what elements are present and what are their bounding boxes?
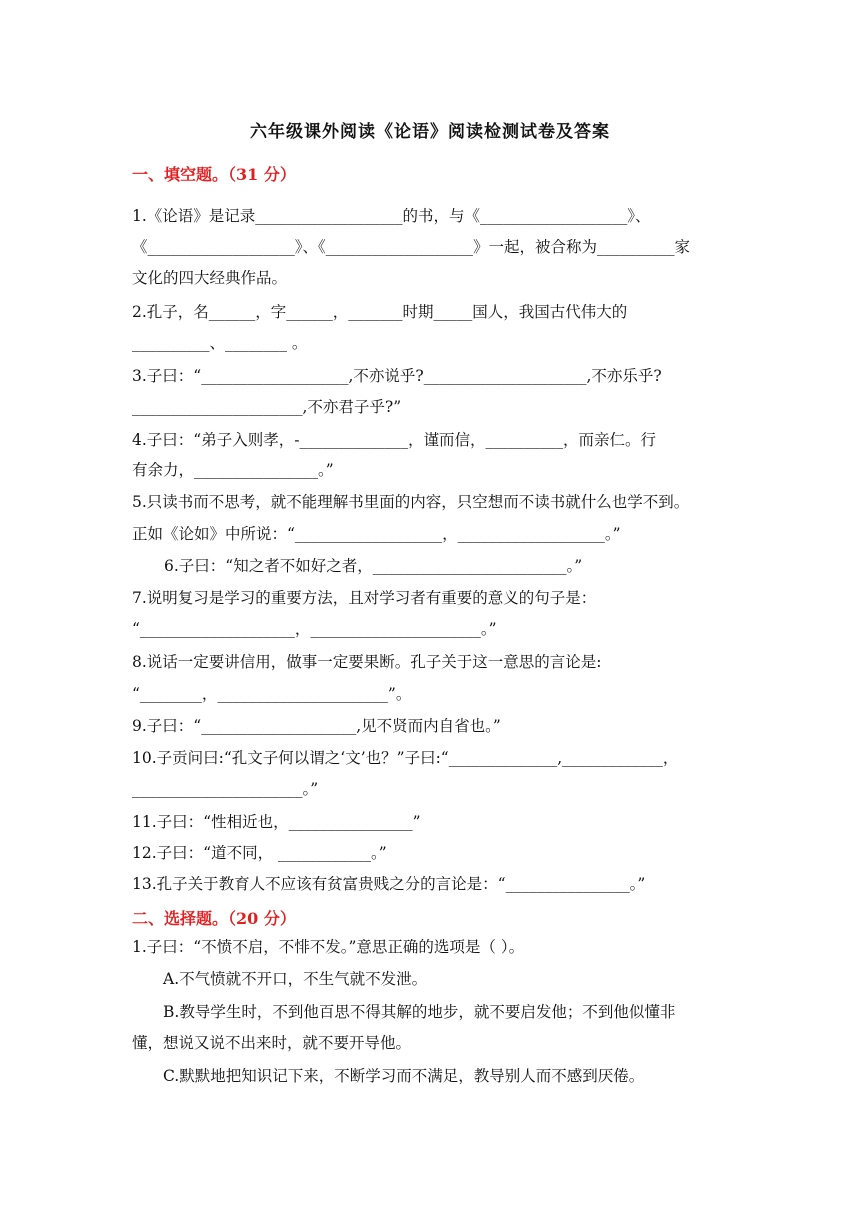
choice-option-b-cont: 懂，想说又说不出来时，就不要开导他。 — [132, 1034, 412, 1052]
section-heading-multiple-choice: 二、选择题。（20 分） — [132, 909, 296, 928]
question-line: ______________________,不亦君子乎?” — [132, 398, 402, 416]
question-line: ______________________。” — [132, 780, 319, 798]
question-line: 5.只读书而不思考，就不能理解书里面的内容，只空想而不读书就什么也学不到。 — [132, 493, 690, 511]
question-line: 3.子曰：“___________________,不亦说乎?_____________________,不亦乐乎? — [132, 367, 662, 385]
choice-option-b: B.教导学生时，不到他百思不得其解的地步，就不要启发他；不到他似懂非 — [163, 1003, 676, 1021]
question-line: “________，______________________”。 — [132, 685, 412, 703]
question-line: 有余力，________________。” — [132, 461, 334, 479]
question-line: __________、________ 。 — [132, 334, 308, 352]
question-line: 2.孔子，名______，字______，_______时期_____国人，我国古代伟大的 — [132, 303, 628, 321]
question-line: 10.子贡问曰:“孔文子何以谓之‘文’也？”子曰:“______________,_____________， — [132, 749, 679, 767]
question-line: 11.子曰：“性相近也，________________” — [132, 813, 421, 831]
question-line: 9.子曰：“____________________,见不贤而内自省也。” — [132, 717, 501, 735]
question-line: 正如《论如》中所说：“___________________，___________________。” — [132, 525, 621, 543]
section-heading-fill-blank: 一、填空题。（31 分） — [132, 165, 296, 184]
question-line: 《___________________》、《___________________》一起，被合称为__________家 — [132, 238, 691, 256]
question-line: 7.说明复习是学习的重要方法，且对学习者有重要的意义的句子是： — [132, 589, 597, 607]
question-line: 6.子曰：“知之者不如好之者，_________________________。” — [164, 557, 583, 575]
question-line: 4.子曰：“弟子入则孝，-______________，谨而信，__________，而亲仁。行 — [132, 431, 656, 449]
question-line: 文化的四大经典作品。 — [132, 269, 288, 287]
choice-option-c: C.默默地把知识记下来，不断学习而不满足，教导别人而不感到厌倦。 — [163, 1067, 645, 1085]
choice-option-a: A.不气愤就不开口，不生气就不发泄。 — [163, 970, 428, 988]
choice-question: 1.子曰：“不愤不启，不悱不发。”意思正确的选项是（ ）。 — [132, 938, 525, 956]
question-line: 1.《论语》是记录___________________的书，与《___________________》、 — [132, 207, 651, 225]
document-title: 六年级课外阅读《论语》阅读检测试卷及答案 — [250, 122, 610, 142]
question-line: “____________________，______________________。” — [132, 620, 497, 638]
question-line: 8.说话一定要讲信用，做事一定要果断。孔子关于这一意思的言论是: — [132, 653, 602, 671]
question-line: 12.子曰：“道不同， ____________。” — [132, 844, 387, 862]
question-line: 13.孔子关于教育人不应该有贫富贵贱之分的言论是：“________________。” — [132, 875, 646, 893]
